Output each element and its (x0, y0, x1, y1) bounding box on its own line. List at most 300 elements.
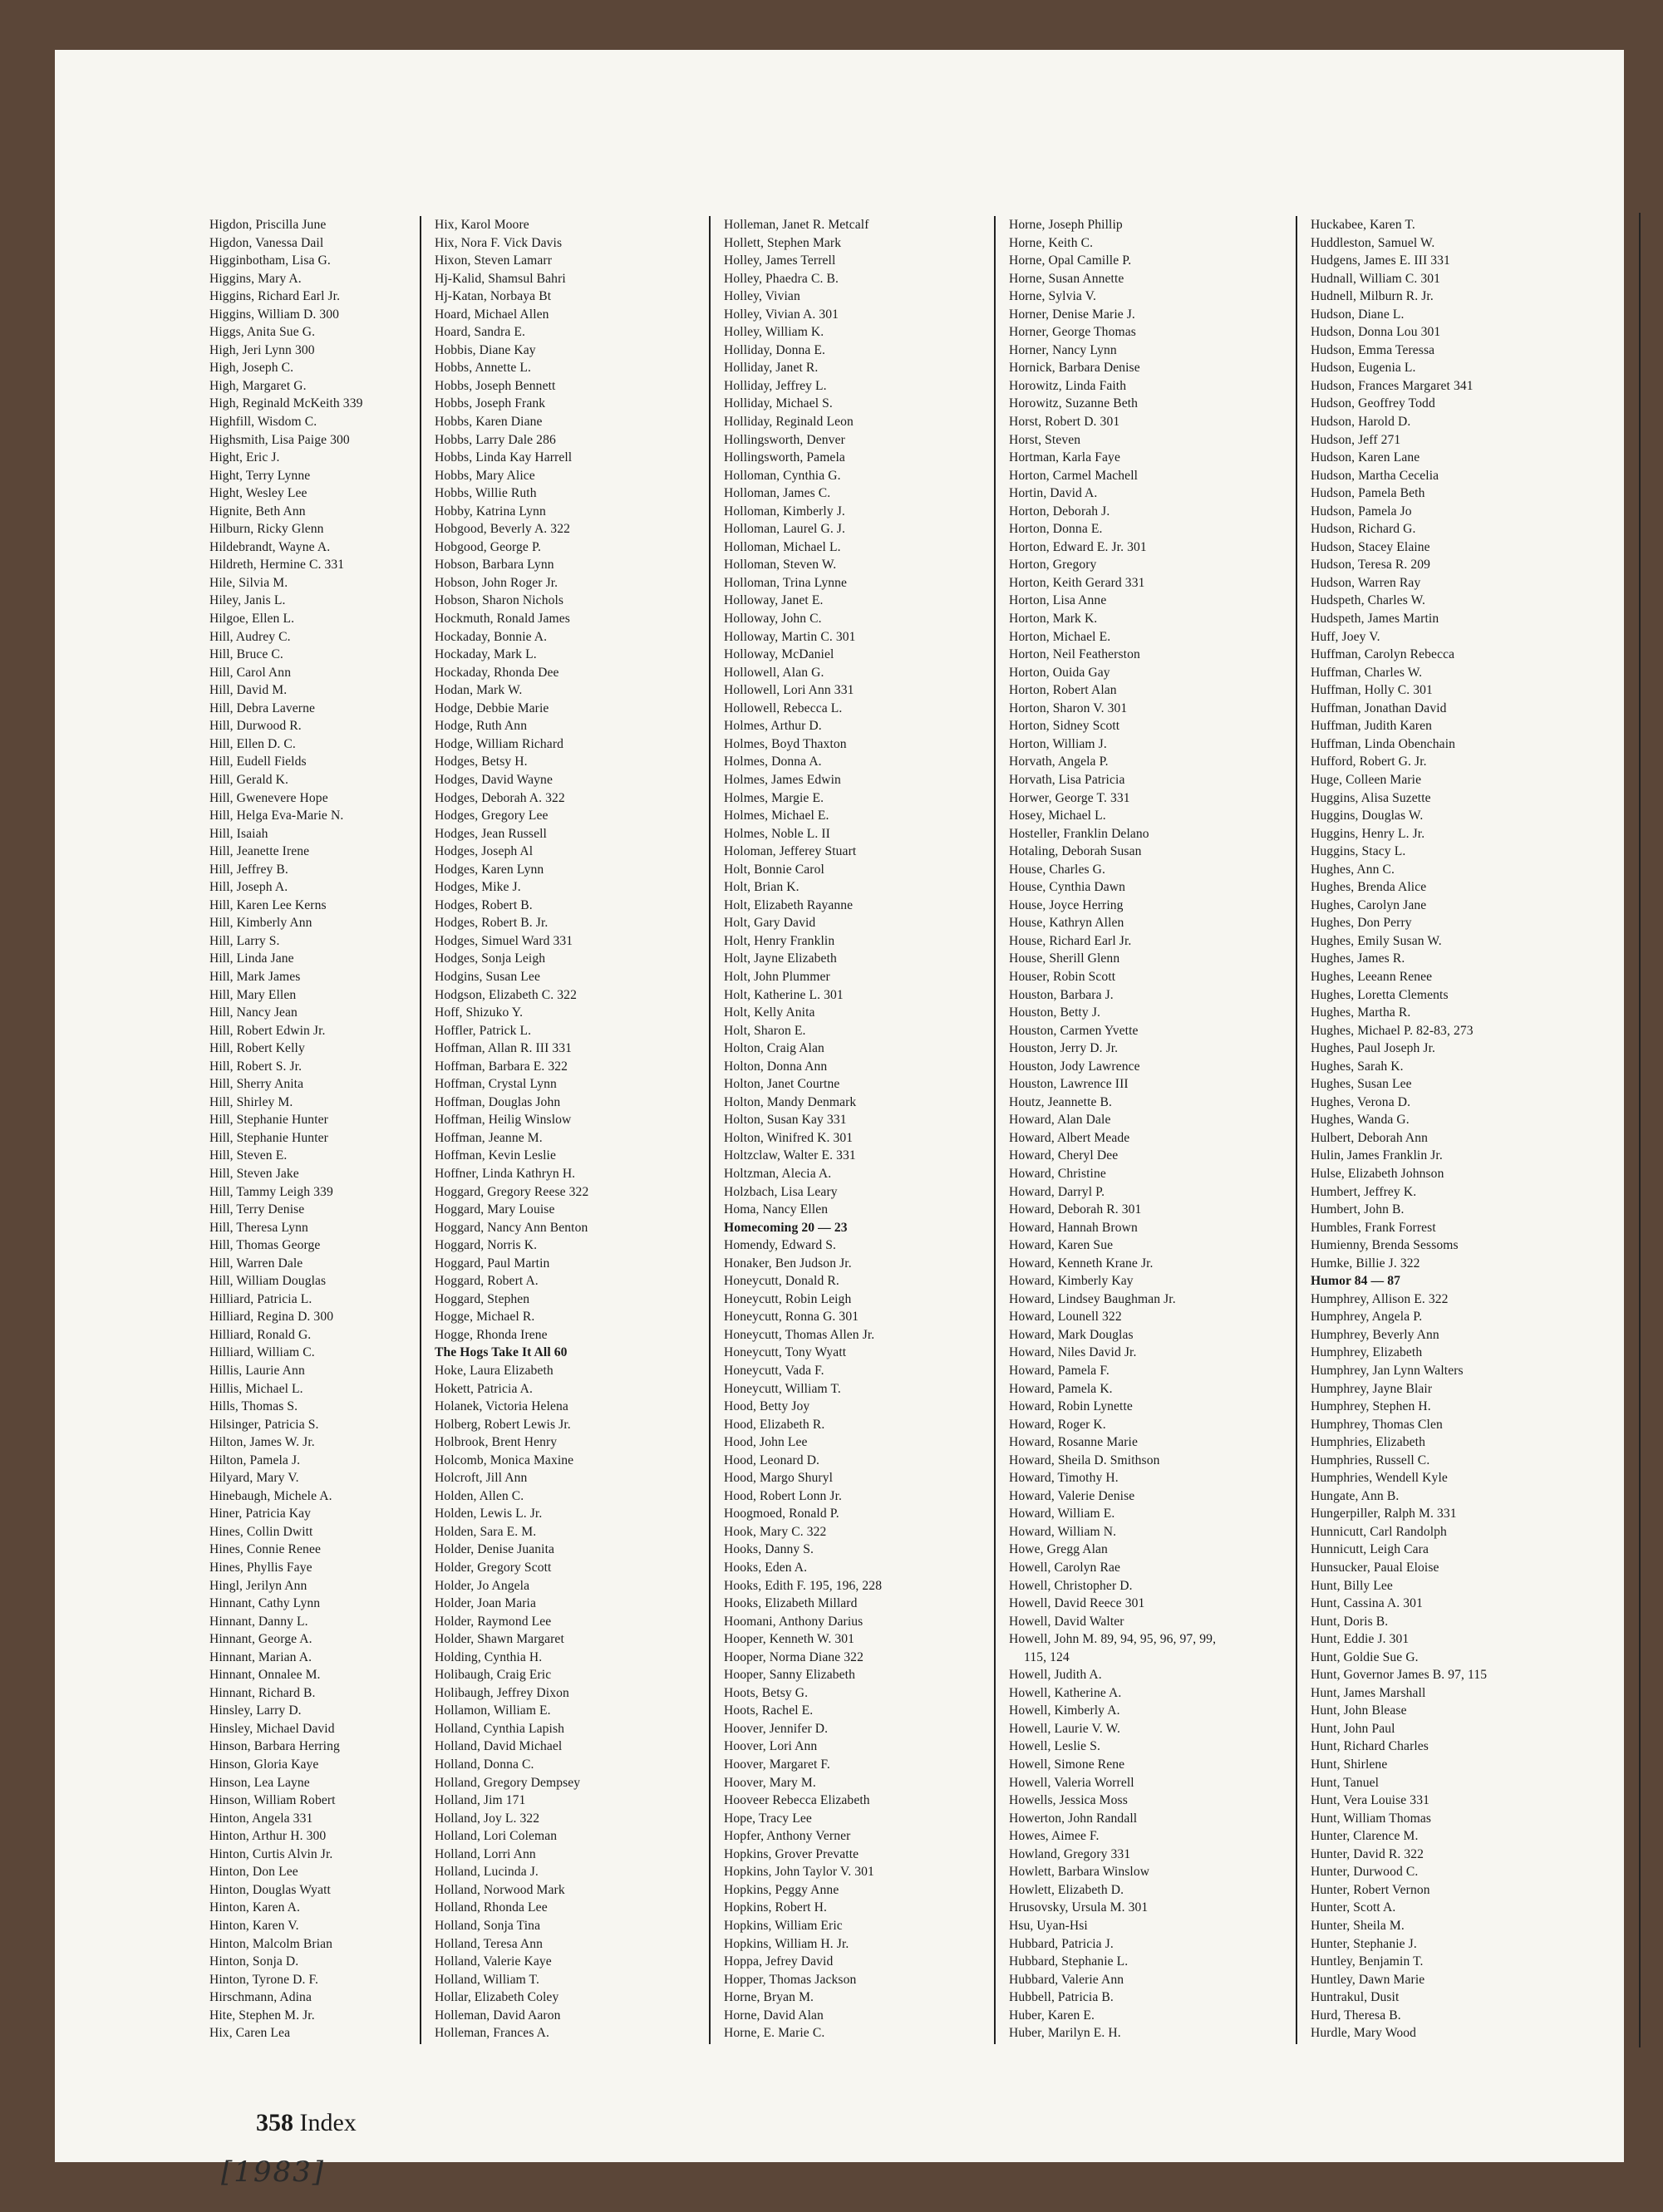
index-entry: Howard, Kimberly Kay (1009, 1274, 1134, 1289)
index-entry: Holleman, Janet R. Metcalf (724, 218, 869, 232)
index-entry: Hobbs, Linda Kay Harrell (435, 450, 573, 465)
index-entry: Huckabee, Karen T. (1311, 218, 1415, 232)
index-entry: Hobbs, Larry Dale 286 (435, 432, 556, 447)
index-entry: Hines, Connie Renee (209, 1542, 321, 1557)
index-entry: Hunt, Cassina A. 301 (1311, 1596, 1423, 1611)
page-number: 358 (256, 2109, 293, 2136)
index-entry: Humphries, Wendell Kyle (1311, 1471, 1448, 1486)
index-entry: Huggins, Stacy L. (1311, 844, 1406, 859)
index-entry: Hulbert, Deborah Ann (1311, 1130, 1429, 1145)
index-entry: Holland, David Michael (435, 1739, 563, 1754)
index-entry: Horne, Sylvia V. (1009, 289, 1096, 304)
index-entry: Hodges, Gregory Lee (435, 809, 549, 823)
index-entry: Holland, William T. (435, 1972, 540, 1987)
index-entry: Holibaugh, Craig Eric (435, 1668, 552, 1683)
index-entry: Huffman, Linda Obenchain (1311, 736, 1456, 751)
index-entry: Hight, Terry Lynne (209, 468, 311, 483)
index-entry: Hill, Mark James (209, 969, 301, 984)
index-entry: Hodges, Robert B. (435, 897, 533, 912)
index-entry: Hill, Tammy Leigh 339 (209, 1184, 333, 1199)
index-entry: Holberg, Robert Lewis Jr. (435, 1417, 571, 1432)
index-entry: Hudson, Pamela Beth (1311, 486, 1425, 501)
index-entry: Hinton, Malcolm Brian (209, 1936, 333, 1951)
index-entry: Humphrey, Thomas Clen (1311, 1417, 1443, 1432)
index-entry: Hodge, Ruth Ann (435, 719, 528, 734)
index-entry: Hilyard, Mary V. (209, 1471, 299, 1486)
index-entry: Holland, Donna C. (435, 1757, 534, 1772)
index-entry: House, Joyce Herring (1009, 897, 1124, 912)
index-entry: Holmes, James Edwin (724, 772, 841, 787)
index-entry: Higgins, Richard Earl Jr. (209, 289, 341, 304)
index-entry: Hobgood, George P. (435, 539, 541, 554)
index-entry: Huggins, Douglas W. (1311, 809, 1424, 823)
index-entry: Howell, David Walter (1009, 1614, 1124, 1629)
index-entry: Holley, James Terrell (724, 253, 836, 268)
column-rule-right (1639, 213, 1641, 2047)
index-entry: Humbles, Frank Forrest (1311, 1220, 1436, 1235)
index-entry: Hosey, Michael L. (1009, 809, 1106, 823)
index-entry: Holloman, Trina Lynne (724, 575, 848, 590)
index-entry: Hinton, Douglas Wyatt (209, 1882, 331, 1897)
index-entry: Hilliard, Patricia L. (209, 1291, 312, 1306)
index-entry: Hill, Theresa Lynn (209, 1220, 308, 1235)
index-entry: 115, 124 (1024, 1649, 1070, 1664)
index-entry: Howells, Jessica Moss (1009, 1793, 1128, 1808)
index-entry: Hoover, Margaret F. (724, 1757, 830, 1772)
index-entry: Howlett, Barbara Winslow (1009, 1865, 1150, 1880)
index-entry: Holton, Winifred K. 301 (724, 1130, 854, 1145)
index-entry: Hobbs, Joseph Bennett (435, 378, 556, 393)
index-entry: Hooper, Sanny Elizabeth (724, 1668, 856, 1683)
index-entry: Horne, Susan Annette (1009, 271, 1124, 286)
index-entry: Houston, Lawrence III (1009, 1077, 1129, 1092)
index-entry: Hill, Joseph A. (209, 880, 288, 895)
index-entry: Honeycutt, Vada F. (724, 1364, 824, 1378)
index-entry: Hildebrandt, Wayne A. (209, 539, 331, 554)
index-entry: Holden, Sara E. M. (435, 1524, 537, 1539)
index-entry: Hj-Kalid, Shamsul Bahri (435, 271, 566, 286)
index-entry: Hodges, Robert B. Jr. (435, 916, 549, 931)
index-entry: Hill, Linda Jane (209, 951, 294, 966)
index-entry: Holmes, Margie E. (724, 790, 824, 805)
index-entry: Hulse, Elizabeth Johnson (1311, 1166, 1444, 1181)
index-entry: Huffman, Holly C. 301 (1311, 683, 1433, 698)
index-entry: Hinsley, Larry D. (209, 1703, 302, 1718)
index-entry: Holt, Jayne Elizabeth (724, 951, 837, 966)
index-entry: Holton, Susan Kay 331 (724, 1113, 847, 1128)
index-entry: Horton, Mark K. (1009, 612, 1098, 627)
index-entry: Holbrook, Brent Henry (435, 1435, 558, 1450)
index-entry: Hill, Robert Edwin Jr. (209, 1023, 326, 1038)
index-entry: Howard, Robin Lynette (1009, 1399, 1133, 1414)
index-entry: Hughes, Paul Joseph Jr. (1311, 1041, 1436, 1056)
index-entry: Hockaday, Mark L. (435, 647, 537, 662)
index-entry: Hopkins, Grover Prevatte (724, 1846, 859, 1861)
index-entry: Hollowell, Lori Ann 331 (724, 683, 854, 698)
index-entry: Holley, William K. (724, 325, 824, 340)
index-entry: Holloman, James C. (724, 486, 831, 501)
index-entry: Hornick, Barbara Denise (1009, 361, 1140, 376)
index-entry: Howard, Hannah Brown (1009, 1220, 1138, 1235)
index-entry: Hortman, Karla Faye (1009, 450, 1120, 465)
index-entry: Hobbs, Annette L. (435, 361, 532, 376)
index-entry: Hood, Leonard D. (724, 1453, 820, 1467)
index-entry: Howell, Laurie V. W. (1009, 1721, 1120, 1736)
index-entry: Humbert, Jeffrey K. (1311, 1184, 1417, 1199)
index-entry: Hodge, Debbie Marie (435, 700, 549, 715)
index-entry: Hopfer, Anthony Verner (724, 1829, 851, 1844)
index-entry: Holder, Denise Juanita (435, 1542, 555, 1557)
index-entry: Hunt, William Thomas (1311, 1811, 1432, 1826)
index-entry: Huffman, Judith Karen (1311, 719, 1433, 734)
index-entry: Holloway, John C. (724, 612, 822, 627)
index-entry: Huff, Joey V. (1311, 629, 1380, 644)
index-entry: Hopkins, William H. Jr. (724, 1936, 849, 1951)
index-entry: Huge, Colleen Marie (1311, 772, 1422, 787)
index-entry: Humphrey, Beverly Ann (1311, 1327, 1439, 1342)
index-entry: Hill, Nancy Jean (209, 1005, 298, 1020)
index-entry: Hill, Helga Eva-Marie N. (209, 809, 344, 823)
index-entry: Howard, Roger K. (1009, 1417, 1106, 1432)
index-entry: Hood, Betty Joy (724, 1399, 810, 1414)
index-entry: Hudson, Harold D. (1311, 415, 1411, 430)
index-entry: Holcomb, Monica Maxine (435, 1453, 574, 1467)
index-entry: Horton, Gregory (1009, 558, 1097, 573)
index-entry: House, Cynthia Dawn (1009, 880, 1126, 895)
index-entry: High, Joseph C. (209, 361, 294, 376)
index-entry: Hilsinger, Patricia S. (209, 1417, 319, 1432)
index-entry: Hunt, Shirlene (1311, 1757, 1388, 1772)
index-entry: Horton, Lisa Anne (1009, 593, 1107, 608)
index-entry: High, Reginald McKeith 339 (209, 396, 363, 411)
index-entry: Hj-Katan, Norbaya Bt (435, 289, 552, 304)
index-entry: Hunter, Stephanie J. (1311, 1936, 1417, 1951)
index-entry: Hopkins, Peggy Anne (724, 1882, 839, 1897)
index-entry: Hufford, Robert G. Jr. (1311, 755, 1427, 769)
index-entry: Horne, David Alan (724, 2008, 824, 2023)
index-entry: Hight, Eric J. (209, 450, 280, 465)
index-entry: Hoggard, Robert A. (435, 1274, 539, 1289)
index-entry: Hunnicutt, Leigh Cara (1311, 1542, 1429, 1557)
index-entry: Hopper, Thomas Jackson (724, 1972, 857, 1987)
index-entry: Hinebaugh, Michele A. (209, 1488, 332, 1503)
index-entry: Huffman, Carolyn Rebecca (1311, 647, 1455, 662)
index-entry: Hollett, Stephen Mark (724, 235, 842, 250)
index-entry: Holloman, Steven W. (724, 558, 837, 573)
index-entry: Hood, John Lee (724, 1435, 808, 1450)
index-entry: Howard, Lounell 322 (1009, 1310, 1122, 1325)
index-entry: Hoppa, Jefrey David (724, 1954, 834, 1969)
index-entry: Hix, Nora F. Vick Davis (435, 235, 563, 250)
index-entry: Holt, Sharon E. (724, 1023, 806, 1038)
index-entry: Houtz, Jeannette B. (1009, 1094, 1113, 1109)
index-entry: Holloman, Kimberly J. (724, 504, 845, 519)
index-entry: Hinton, Sonja D. (209, 1954, 299, 1969)
index-entry: House, Sherill Glenn (1009, 951, 1120, 966)
index-entry: Horne, Opal Camille P. (1009, 253, 1132, 268)
index-entry: Hunt, Doris B. (1311, 1614, 1389, 1629)
index-entry: Hodan, Mark W. (435, 683, 523, 698)
index-entry: Hill, David M. (209, 683, 288, 698)
index-entry: Hill, Stephanie Hunter (209, 1113, 328, 1128)
index-entry: Hinnant, Onnalee M. (209, 1668, 321, 1683)
index-entry: Horner, Denise Marie J. (1009, 307, 1135, 322)
index-entry: Huggins, Henry L. Jr. (1311, 826, 1425, 841)
index-entry: Hildreth, Hermine C. 331 (209, 558, 345, 573)
index-entry: Horwer, George T. 331 (1009, 790, 1130, 805)
index-entry: Hinson, Gloria Kaye (209, 1757, 319, 1772)
index-entry: Hood, Margo Shuryl (724, 1471, 834, 1486)
index-entry: Howell, Valeria Worrell (1009, 1775, 1134, 1790)
index-entry: Humphrey, Jan Lynn Walters (1311, 1364, 1464, 1378)
index-entry: Hockaday, Rhonda Dee (435, 665, 559, 680)
index-entry: Holt, Gary David (724, 916, 816, 931)
index-entry: Hunt, James Marshall (1311, 1685, 1426, 1700)
index-entry: Holland, Cynthia Lapish (435, 1721, 565, 1736)
index-entry: Horton, Deborah J. (1009, 504, 1110, 519)
index-entry: Howell, Leslie S. (1009, 1739, 1100, 1754)
index-entry: Holland, Gregory Dempsey (435, 1775, 581, 1790)
index-entry: Humphrey, Jayne Blair (1311, 1381, 1433, 1396)
index-entry: Hodges, Simuel Ward 331 (435, 933, 573, 948)
index-entry: Hill, Bruce C. (209, 647, 283, 662)
index-entry: Hignite, Beth Ann (209, 504, 306, 519)
index-entry: Horton, Ouida Gay (1009, 665, 1110, 680)
index-entry: Holmes, Noble L. II (724, 826, 830, 841)
index-entry: Humphries, Russell C. (1311, 1453, 1430, 1467)
index-entry: Hill, Shirley M. (209, 1094, 293, 1109)
index-entry: Hoffman, Douglas John (435, 1094, 561, 1109)
index-entry: Hoff, Shizuko Y. (435, 1005, 524, 1020)
index-entry: Holloway, Martin C. 301 (724, 629, 856, 644)
index-entry: Hobson, John Roger Jr. (435, 575, 558, 590)
index-entry: Hurdle, Mary Wood (1311, 2026, 1417, 2041)
index-entry: Horton, Sidney Scott (1009, 719, 1120, 734)
section-label: Index (299, 2109, 357, 2136)
index-entry: Hix, Caren Lea (209, 2026, 291, 2041)
index-entry: Hill, Robert S. Jr. (209, 1059, 303, 1074)
index-entry: Hood, Robert Lonn Jr. (724, 1488, 843, 1503)
index-entry: Hobbs, Willie Ruth (435, 486, 537, 501)
index-entry: Holder, Raymond Lee (435, 1614, 552, 1629)
index-entry: Holzbach, Lisa Leary (724, 1184, 838, 1199)
index-entry: Howell, Kimberly A. (1009, 1703, 1120, 1718)
index-entry: Hodgins, Susan Lee (435, 969, 540, 984)
index-entry: Hinton, Karen A. (209, 1900, 301, 1915)
index-entry: Hodges, David Wayne (435, 772, 553, 787)
index-entry: Holloman, Laurel G. J. (724, 522, 845, 537)
index-entry: Hilburn, Ricky Glenn (209, 522, 324, 537)
index-entry: Holt, Kelly Anita (724, 1005, 815, 1020)
index-entry: Hungate, Ann B. (1311, 1488, 1400, 1503)
index-entry: Hoogmoed, Ronald P. (724, 1507, 839, 1521)
index-entry: Hockaday, Bonnie A. (435, 629, 548, 644)
index-entry: Holder, Shawn Margaret (435, 1632, 564, 1647)
index-entry: Hoover, Lori Ann (724, 1739, 818, 1754)
index-entry: Hoard, Michael Allen (435, 307, 549, 322)
index-entry: Hill, Debra Laverne (209, 700, 316, 715)
index-entry: Hooper, Norma Diane 322 (724, 1649, 863, 1664)
index-column-2 (420, 216, 588, 2044)
index-entry: Hunt, Governor James B. 97, 115 (1311, 1668, 1488, 1683)
index-entry: Hilgoe, Ellen L. (209, 612, 295, 627)
index-entry: Hunt, Richard Charles (1311, 1739, 1429, 1754)
index-entry: Howard, Christine (1009, 1166, 1106, 1181)
index-entry: Hubbard, Patricia J. (1009, 1936, 1114, 1951)
index-entry: Holland, Lorri Ann (435, 1846, 536, 1861)
index-entry: Hudson, Stacey Elaine (1311, 539, 1430, 554)
index-entry: Hollar, Elizabeth Coley (435, 1990, 559, 2005)
index-entry: Hill, Eudell Fields (209, 755, 307, 769)
index-entry: Huntley, Dawn Marie (1311, 1972, 1425, 1987)
index-entry: Hughes, Martha R. (1311, 1005, 1411, 1020)
index-entry: Hoomani, Anthony Darius (724, 1614, 863, 1629)
index-entry: Hoffman, Crystal Lynn (435, 1077, 557, 1092)
index-entry: Hunt, John Blease (1311, 1703, 1407, 1718)
index-entry: Huntley, Benjamin T. (1311, 1954, 1424, 1969)
index-entry: Hodges, Betsy H. (435, 755, 528, 769)
index-entry: Hoggard, Paul Martin (435, 1256, 550, 1271)
index-entry: Hogge, Rhonda Irene (435, 1327, 548, 1342)
index-entry: Humienny, Brenda Sessoms (1311, 1238, 1459, 1253)
index-entry: Horne, E. Marie C. (724, 2026, 825, 2041)
index-entry: Holt, Katherine L. 301 (724, 987, 844, 1002)
index-entry: Hinton, Karen V. (209, 1918, 299, 1933)
index-entry: Hudson, Diane L. (1311, 307, 1405, 322)
index-entry: Hunter, Durwood C. (1311, 1865, 1419, 1880)
index-entry: Hill, Terry Denise (209, 1202, 305, 1217)
index-entry: Holtzman, Alecia A. (724, 1166, 832, 1181)
index-entry: Humphrey, Allison E. 322 (1311, 1291, 1449, 1306)
index-entry: Hills, Thomas S. (209, 1399, 298, 1414)
index-entry: Hinnant, Marian A. (209, 1649, 312, 1664)
index-entry: Hollingsworth, Denver (724, 432, 845, 447)
index-entry: Holton, Janet Courtne (724, 1077, 840, 1092)
index-entry: Hoots, Betsy G. (724, 1685, 809, 1700)
index-entry: House, Charles G. (1009, 862, 1106, 877)
index-entry: Hill, Ellen D. C. (209, 736, 296, 751)
index-entry: Hill, Larry S. (209, 933, 280, 948)
index-entry: Holland, Rhonda Lee (435, 1900, 548, 1915)
index-entry: Hudson, Frances Margaret 341 (1311, 378, 1474, 393)
index-entry: Hill, Gerald K. (209, 772, 289, 787)
index-entry: Hotaling, Deborah Susan (1009, 844, 1142, 859)
index-entry: Howard, Darryl P. (1009, 1184, 1105, 1199)
index-entry: Hollowell, Rebecca L. (724, 700, 843, 715)
index-entry: Hodge, William Richard (435, 736, 564, 751)
index-entry: Hinson, William Robert (209, 1793, 336, 1808)
index-entry: Holley, Vivian (724, 289, 800, 304)
index-entry: Hillis, Laurie Ann (209, 1364, 305, 1378)
index-entry: Houston, Carmen Yvette (1009, 1023, 1139, 1038)
index-entry: Holding, Cynthia H. (435, 1649, 543, 1664)
index-entry: Hill, Stephanie Hunter (209, 1130, 328, 1145)
index-entry: Hunt, Goldie Sue G. (1311, 1649, 1419, 1664)
index-entry: Holt, Brian K. (724, 880, 800, 895)
index-entry: Howard, Karen Sue (1009, 1238, 1114, 1253)
index-section-heading: Homecoming 20 — 23 (724, 1220, 848, 1235)
index-entry: Higginbotham, Lisa G. (209, 253, 331, 268)
index-entry: Hill, Steven E. (209, 1148, 288, 1163)
index-entry: Hoggard, Mary Louise (435, 1202, 555, 1217)
index-entry: Horne, Joseph Phillip (1009, 218, 1123, 232)
index-entry: Hinnant, Richard B. (209, 1685, 316, 1700)
index-entry: Hodgson, Elizabeth C. 322 (435, 987, 577, 1002)
index-entry: Horton, William J. (1009, 736, 1107, 751)
index-entry: Hood, Elizabeth R. (724, 1417, 825, 1432)
index-entry: Hilton, James W. Jr. (209, 1435, 315, 1450)
index-entry: Houser, Robin Scott (1009, 969, 1116, 984)
index-entry: Horne, Bryan M. (724, 1990, 814, 2005)
index-entry: Hogge, Michael R. (435, 1310, 535, 1325)
index-entry: Hingl, Jerilyn Ann (209, 1578, 308, 1593)
index-entry: Horvath, Angela P. (1009, 755, 1109, 769)
index-entry: Highsmith, Lisa Paige 300 (209, 432, 350, 447)
index-entry: Hilliard, William C. (209, 1345, 315, 1360)
index-entry: Horton, Sharon V. 301 (1009, 700, 1128, 715)
index-entry: Hill, Jeanette Irene (209, 844, 310, 859)
index-entry: Hudson, Richard G. (1311, 522, 1416, 537)
index-entry: Huber, Marilyn E. H. (1009, 2026, 1121, 2041)
index-section-heading: The Hogs Take It All 60 (435, 1345, 568, 1360)
index-entry: Howard, Rosanne Marie (1009, 1435, 1138, 1450)
index-entry: Hill, Sherry Anita (209, 1077, 304, 1092)
index-page (55, 50, 1624, 2189)
index-entry: Hooks, Edith F. 195, 196, 228 (724, 1578, 883, 1593)
index-entry: Holland, Sonja Tina (435, 1918, 541, 1933)
index-entry: Hopkins, John Taylor V. 301 (724, 1865, 874, 1880)
index-entry: Hodges, Mike J. (435, 880, 521, 895)
index-entry: Holt, John Plummer (724, 969, 830, 984)
index-entry: Hill, Jeffrey B. (209, 862, 288, 877)
index-entry: Hughes, Michael P. 82-83, 273 (1311, 1023, 1474, 1038)
index-column-5 (1296, 216, 1487, 2044)
index-entry: Hughes, Brenda Alice (1311, 880, 1427, 895)
index-entry: Hoggard, Nancy Ann Benton (435, 1220, 588, 1235)
index-entry: Howland, Gregory 331 (1009, 1846, 1131, 1861)
index-entry: Holliday, Janet R. (724, 361, 819, 376)
index-entry: Hughes, Sarah K. (1311, 1059, 1404, 1074)
index-entry: Humke, Billie J. 322 (1311, 1256, 1420, 1271)
index-entry: Higdon, Vanessa Dail (209, 235, 324, 250)
index-entry: Hodges, Joseph Al (435, 844, 534, 859)
index-entry: Hooveer Rebecca Elizabeth (724, 1793, 870, 1808)
index-entry: Hobbs, Mary Alice (435, 468, 535, 483)
index-entry: Holland, Jim 171 (435, 1793, 526, 1808)
index-entry: Howard, Cheryl Dee (1009, 1148, 1119, 1163)
index-entry: Hosteller, Franklin Delano (1009, 826, 1149, 841)
index-entry: Hudson, Teresa R. 209 (1311, 558, 1431, 573)
index-entry: Hixon, Steven Lamarr (435, 253, 553, 268)
index-entry: High, Margaret G. (209, 378, 307, 393)
index-entry: Holanek, Victoria Helena (435, 1399, 568, 1414)
index-entry: Holt, Henry Franklin (724, 933, 835, 948)
index-column-1 (196, 216, 363, 2044)
index-entry: Hsu, Uyan-Hsi (1009, 1918, 1088, 1933)
index-entry: Holt, Elizabeth Rayanne (724, 897, 854, 912)
index-entry: Honeycutt, Donald R. (724, 1274, 839, 1289)
index-entry: Houston, Jody Lawrence (1009, 1059, 1140, 1074)
index-entry: Honaker, Ben Judson Jr. (724, 1256, 852, 1271)
index-entry: Hunter, Clarence M. (1311, 1829, 1419, 1844)
index-entry: Houston, Barbara J. (1009, 987, 1114, 1002)
index-entry: Howlett, Elizabeth D. (1009, 1882, 1124, 1897)
index-entry: Hunt, John Paul (1311, 1721, 1395, 1736)
index-entry: Holoman, Jefferey Stuart (724, 844, 857, 859)
index-entry: Holton, Craig Alan (724, 1041, 824, 1056)
index-entry: Hooper, Kenneth W. 301 (724, 1632, 855, 1647)
index-entry: Hilliard, Ronald G. (209, 1327, 312, 1342)
